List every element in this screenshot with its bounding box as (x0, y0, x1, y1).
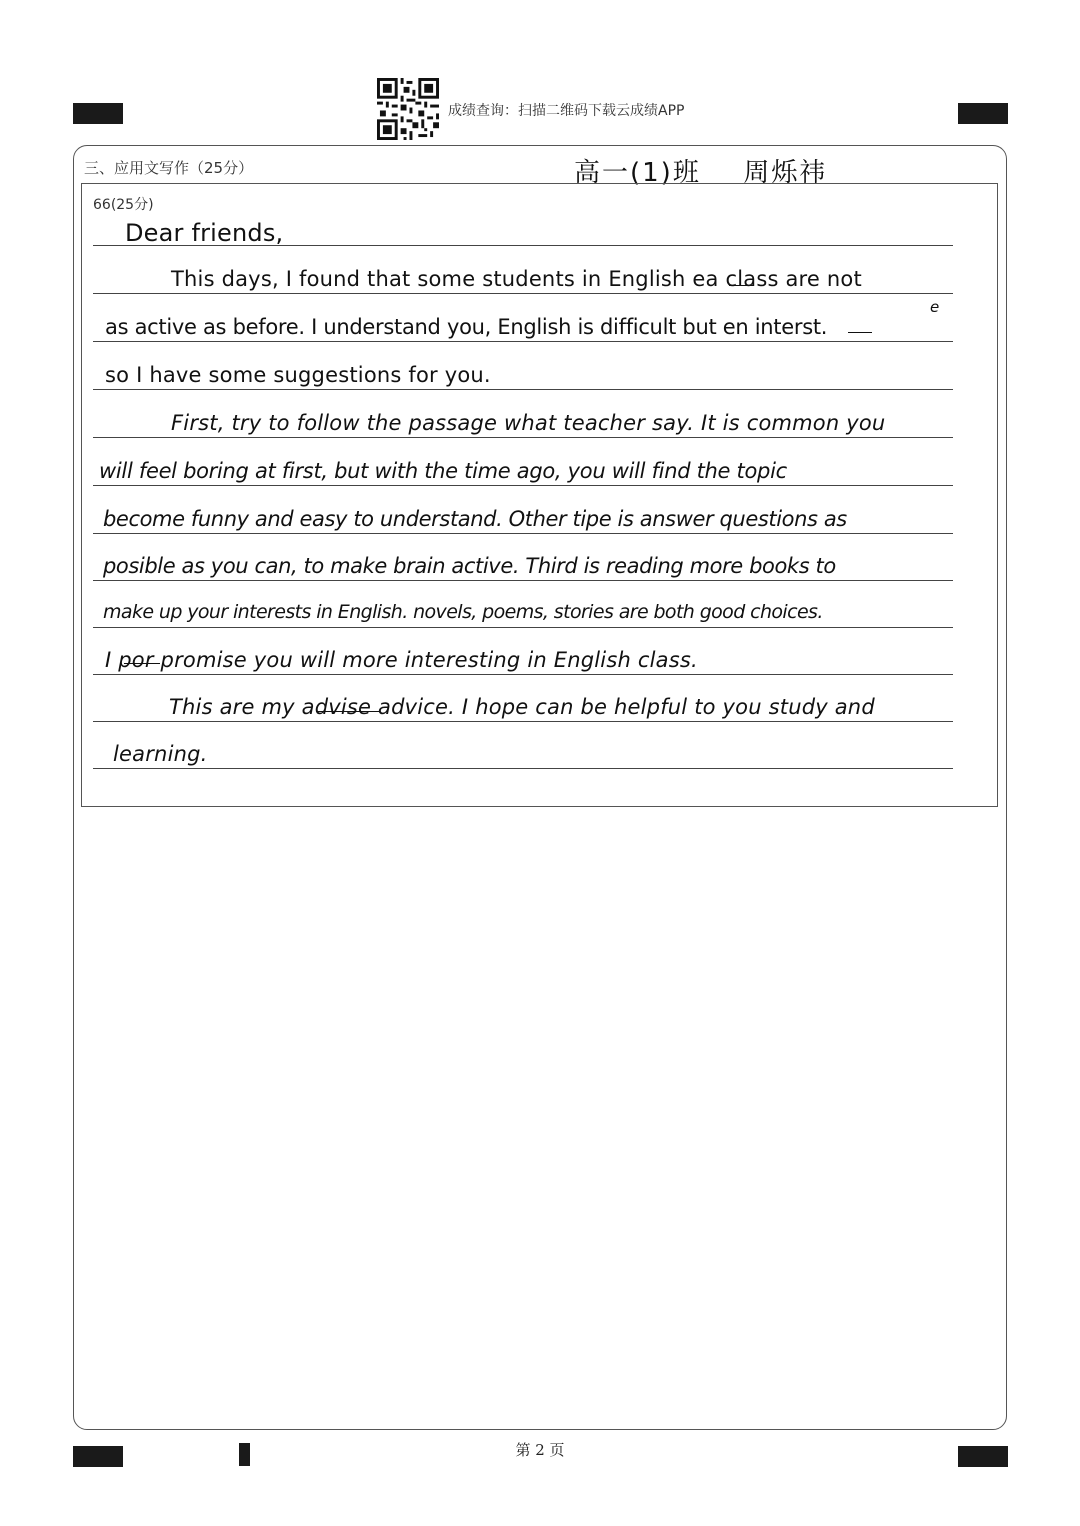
essay-line-greeting: Dear friends, (125, 219, 284, 247)
writing-line (93, 437, 953, 438)
writing-line (93, 627, 953, 628)
essay-line: make up your interests in English. novels, poems, stories are both good choices. (103, 601, 823, 623)
essay-line: as active as before. I understand you, English is difficult but en interst. (105, 315, 828, 339)
essay-line: This days, I found that some students in English ea class are not (171, 267, 862, 291)
essay-line: become funny and easy to understand. Other tipe is answer questions as (103, 507, 847, 531)
qr-code-icon (377, 78, 439, 140)
score-query-text: 成绩查询：扫描二维码下载云成绩APP (448, 103, 685, 119)
essay-line: I por promise you will more interesting in English class. (105, 648, 698, 672)
page-number: 第 2 页 (515, 1441, 565, 1459)
writing-line (93, 580, 953, 581)
student-name: 周烁祎 (743, 158, 828, 188)
essay-line: posible as you can, to make brain active. Third is reading more books to (103, 554, 836, 578)
section-title: 三、应用文写作（25分） (84, 159, 254, 177)
strikethrough-mark (316, 711, 380, 712)
writing-line (93, 293, 953, 294)
registration-mark-top-right (958, 103, 1008, 124)
writing-line (93, 341, 953, 342)
class-name: 高一(1)班 (574, 158, 701, 188)
writing-line (93, 389, 953, 390)
writing-line (93, 674, 953, 675)
essay-line: learning. (113, 742, 208, 766)
strikethrough-mark (729, 285, 753, 286)
essay-line: This are my advise advice. I hope can be helpful to you study and (169, 695, 875, 719)
essay-line: First, try to follow the passage what teacher say. It is common you (171, 411, 886, 435)
essay-line: will feel boring at first, but with the time ago, you will find the topic (99, 459, 787, 483)
question-label: 66(25分) (93, 197, 154, 213)
writing-line (93, 533, 953, 534)
strikethrough-mark (848, 332, 872, 333)
strikethrough-mark (124, 663, 160, 664)
writing-line (93, 485, 953, 486)
registration-mark-top-left (73, 103, 123, 124)
essay-line: so I have some suggestions for you. (105, 363, 491, 387)
insertion-mark: e (930, 298, 940, 316)
writing-line (93, 768, 953, 769)
writing-line (93, 721, 953, 722)
